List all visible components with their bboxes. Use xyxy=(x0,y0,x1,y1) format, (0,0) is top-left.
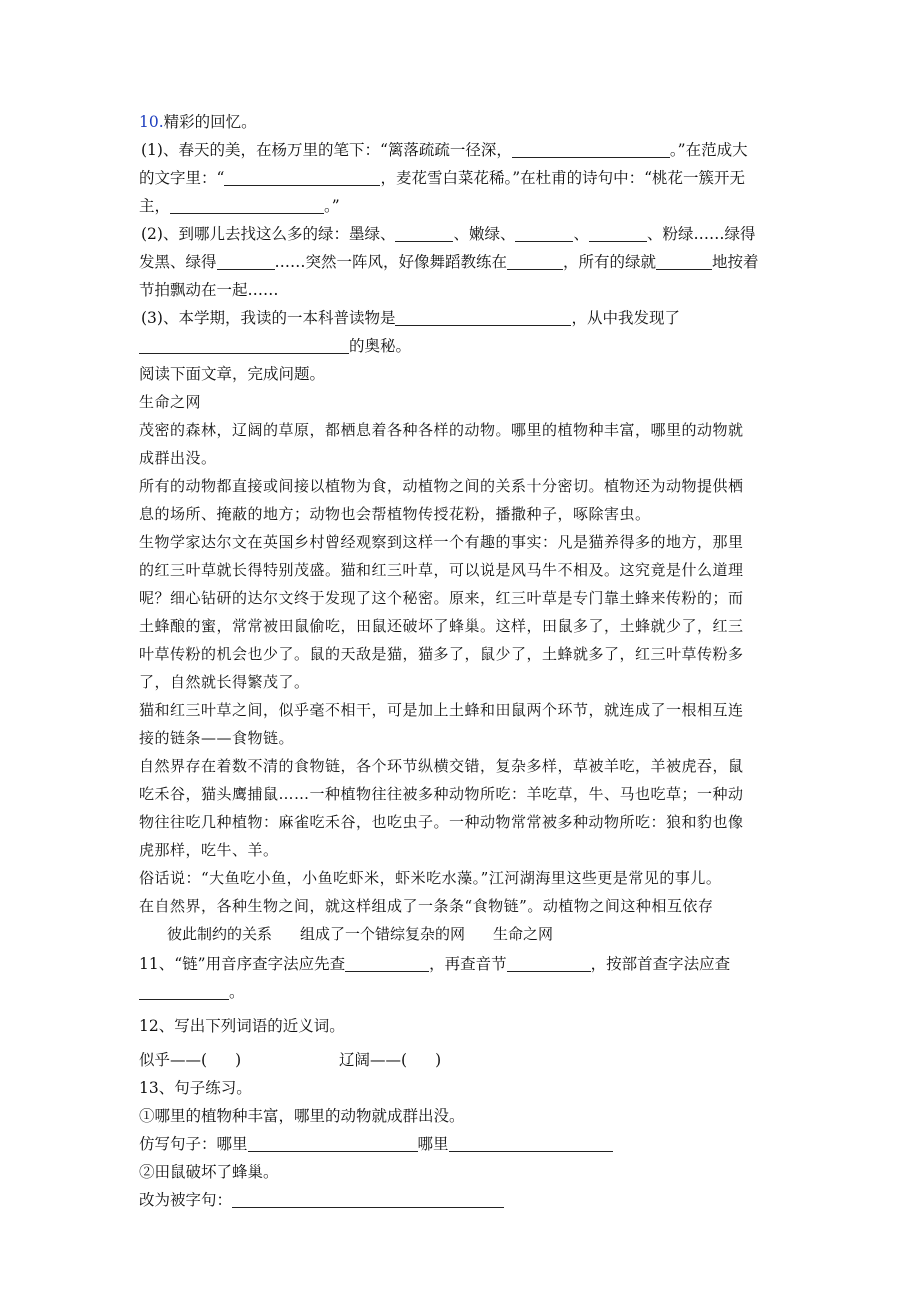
text: 地按着 xyxy=(712,253,759,271)
text: ，再查音节 xyxy=(429,955,507,973)
q12-title: 12、写出下列词语的近义词。 xyxy=(139,1017,345,1035)
text: 。” xyxy=(324,197,340,215)
text: 、粉绿……绿得 xyxy=(647,225,756,243)
answer-blank[interactable] xyxy=(345,955,429,972)
text: 、嫩绿、 xyxy=(453,225,516,243)
article-line: 了，自然就长得繁茂了。 xyxy=(139,673,310,691)
text: 的奥秘。 xyxy=(349,337,412,355)
answer-blank[interactable] xyxy=(512,141,670,158)
q13-task-2 xyxy=(139,1186,779,1214)
reading-intro: 阅读下面文章，完成问题。 xyxy=(139,365,326,383)
text: 哪里 xyxy=(417,1135,449,1153)
chain-item: 彼此制约的关系 xyxy=(167,925,273,943)
q10-title-text: 精彩的回忆。 xyxy=(163,113,257,131)
text: ……突然一阵风，好像舞蹈教练在 xyxy=(274,253,508,271)
q10-number: 10. xyxy=(139,113,164,131)
text: ，从中我发现了 xyxy=(571,309,680,327)
q10-3-line2 xyxy=(139,332,779,360)
q13-sentence-2: ②田鼠破坏了蜂巢。 xyxy=(139,1163,279,1181)
word-synonym-1: 似乎——( xyxy=(139,1051,208,1069)
text: (2)、到哪儿去找这么多的绿：墨绿、 xyxy=(141,225,396,243)
q13-task-1 xyxy=(139,1130,779,1158)
answer-blank[interactable] xyxy=(224,169,380,186)
text: 11、“链”用音序查字法应先查 xyxy=(139,955,346,973)
answer-blank[interactable] xyxy=(515,225,573,242)
q10-2-line2 xyxy=(139,248,779,276)
answer-blank[interactable] xyxy=(656,253,712,270)
chain-item: 生命之网 xyxy=(493,925,554,943)
article-line: 茂密的森林，辽阔的草原，都栖息着各种各样的动物。哪里的植物种丰富，哪里的动物就 xyxy=(139,421,744,439)
article-line: 在自然界，各种生物之间，就这样组成了一条条“食物链”。动植物之间这种相互依存 xyxy=(139,897,714,915)
answer-blank[interactable] xyxy=(139,983,229,1000)
text: 发黑、绿得 xyxy=(139,253,217,271)
text: (3)、本学期，我读的一本科普读物是 xyxy=(141,309,396,327)
q13-sentence-1: ①哪里的植物种丰富，哪里的动物就成群出没。 xyxy=(139,1107,465,1125)
q10-1-line2 xyxy=(139,164,779,192)
text: 的文字里：“ xyxy=(139,169,225,187)
q10-3-line1 xyxy=(139,304,779,332)
text: ，所有的绿就 xyxy=(563,253,657,271)
answer-blank[interactable] xyxy=(449,1135,613,1152)
answer-blank[interactable] xyxy=(589,225,647,242)
answer-blank[interactable] xyxy=(507,253,563,270)
answer-blank[interactable] xyxy=(395,225,453,242)
article-line: 呢？细心钻研的达尔文终于发现了这个秘密。原来，红三叶草是专门靠土蜂来传粉的；而 xyxy=(139,589,744,607)
answer-blank[interactable] xyxy=(395,309,571,326)
article-title: 生命之网 xyxy=(139,393,202,411)
article-line: 土蜂酿的蜜，常常被田鼠偷吃，田鼠还破坏了蜂巢。这样，田鼠多了，土蜂就少了，红三 xyxy=(139,617,744,635)
article-line: 猫和红三叶草之间，似乎毫不相干，可是加上土蜂和田鼠两个环节，就连成了一根相互连 xyxy=(139,701,744,719)
article-line: 所有的动物都直接或间接以植物为食，动植物之间的关系十分密切。植物还为动物提供栖 xyxy=(139,477,744,495)
article-line: 叶草传粉的机会也少了。鼠的天敌是猫，猫多了，鼠少了，土蜂就多了，红三叶草传粉多 xyxy=(139,645,744,663)
q12-words xyxy=(139,1046,779,1074)
chain-item: 组成了一个错综复杂的网 xyxy=(300,925,466,943)
article-line: 的红三叶草就长得特别茂盛。猫和红三叶草，可以说是风马牛不相及。这究竟是什么道理 xyxy=(139,561,744,579)
q11-line2 xyxy=(139,978,779,1006)
article-line: 物往往吃几种植物：麻雀吃禾谷，也吃虫子。一种动物常常被多种动物所吃：狼和豹也像 xyxy=(139,813,744,831)
article-line: 俗话说：“大鱼吃小鱼，小鱼吃虾米，虾米吃水藻。”江河湖海里这些更是常见的事儿。 xyxy=(139,869,722,887)
q13-title: 13、句子练习。 xyxy=(139,1079,252,1097)
q10-title xyxy=(139,108,779,136)
text: 仿写句子：哪里 xyxy=(139,1135,248,1153)
article-line: 息的场所、掩蔽的地方；动物也会帮植物传授花粉，播撒种子，啄除害虫。 xyxy=(139,505,651,523)
text: 改为被字句： xyxy=(139,1191,233,1209)
q11-line1 xyxy=(139,950,779,978)
text: 。 xyxy=(229,983,245,1001)
answer-blank[interactable] xyxy=(248,1135,418,1152)
text: (1)、春天的美，在杨万里的笔下：“篱落疏疏一径深， xyxy=(141,141,512,159)
article-line: 生物学家达尔文在英国乡村曾经观察到这样一个有趣的事实：凡是猫养得多的地方，那里 xyxy=(139,533,744,551)
text: 、 xyxy=(573,225,589,243)
q10-1-line3 xyxy=(139,192,779,220)
text: 主， xyxy=(139,197,171,215)
text: ，按部首查字法应查 xyxy=(590,955,731,973)
word-synonym-2: 辽阔——( xyxy=(339,1051,408,1069)
text: ) xyxy=(235,1051,242,1069)
article-line: 自然界存在着数不清的食物链，各个环节纵横交错，复杂多样，草被羊吃，羊被虎吞，鼠 xyxy=(139,757,744,775)
answer-blank[interactable] xyxy=(217,253,275,270)
article xyxy=(139,388,779,948)
chain-row xyxy=(139,920,779,948)
q10-2-line3: 节拍飘动在一起…… xyxy=(139,281,279,299)
article-line: 吃禾谷，猫头鹰捕鼠……一种植物往往被多种动物所吃：羊吃草，牛、马也吃草；一种动 xyxy=(139,785,744,803)
q10-1-line1 xyxy=(139,136,779,164)
article-line: 成群出没。 xyxy=(139,449,217,467)
answer-blank[interactable] xyxy=(170,197,324,214)
answer-blank[interactable] xyxy=(139,337,349,354)
article-line: 虎那样，吃牛、羊。 xyxy=(139,841,279,859)
answer-blank[interactable] xyxy=(232,1191,504,1208)
article-line: 接的链条——食物链。 xyxy=(139,729,295,747)
text: ，麦花雪白菜花稀。”在杜甫的诗句中：“桃花一簇开无 xyxy=(380,169,746,187)
text: 。”在范成大 xyxy=(669,141,748,159)
exam-page xyxy=(139,108,779,1214)
q10-2-line1 xyxy=(139,220,779,248)
answer-blank[interactable] xyxy=(507,955,591,972)
text: ) xyxy=(435,1051,442,1069)
